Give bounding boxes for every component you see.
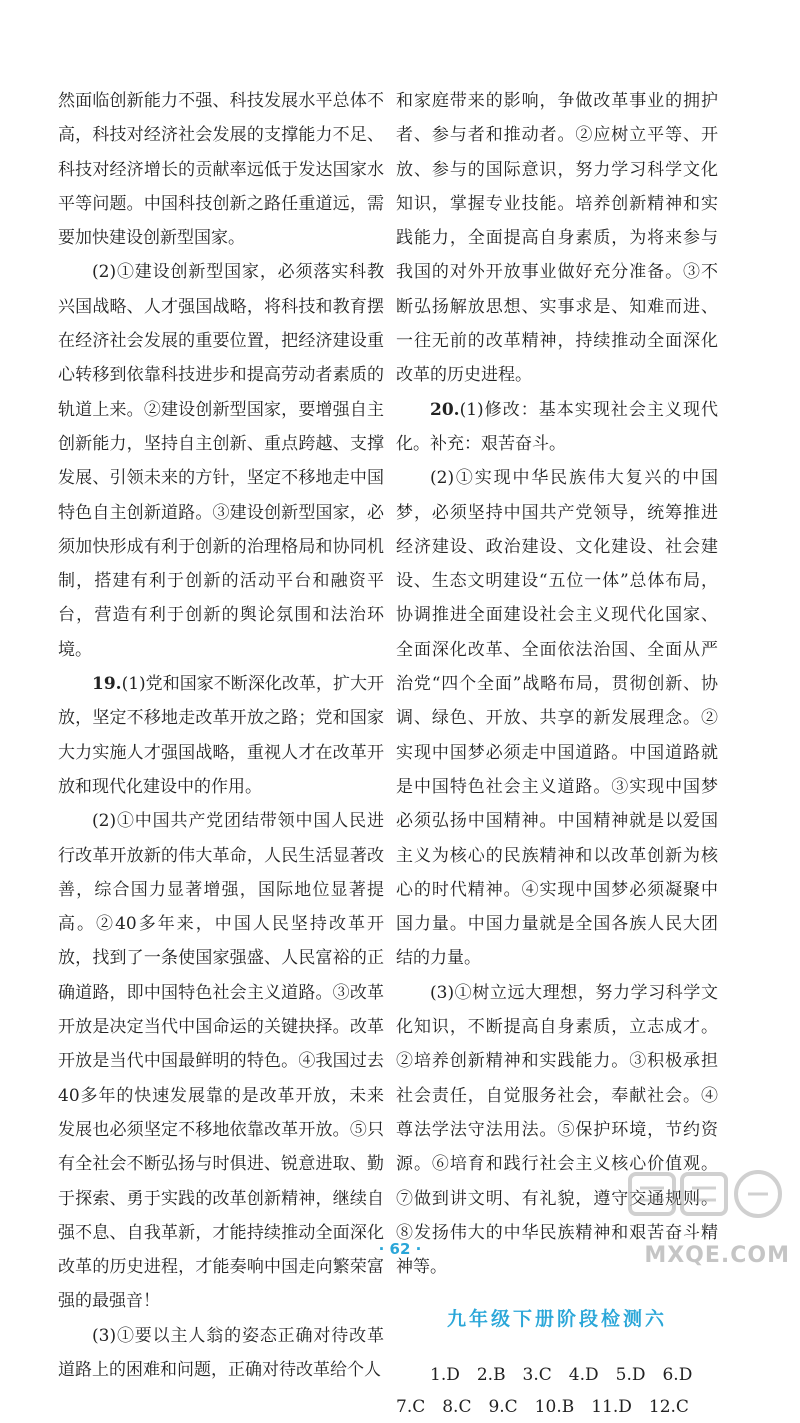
answer-key-line-1: 1.D 2.B 3.C 4.D 5.D 6.D bbox=[430, 1364, 693, 1385]
watermark-logo bbox=[600, 1162, 796, 1274]
question-number-20: 20. bbox=[430, 399, 460, 420]
paragraph-18-2: (2)①建设创新型国家，必须落实科教兴国战略、人才强国战略，将科技和教育摆在经济社会发展的重要位置，把经济建设重心转移到依靠科技进步和提高劳动者素质的轨道上来。②建设创新型国家，要增强自主创新能力，坚持自主创新、重点跨越、支撑发展、引领未来的方针，坚定不移地走中国特色自主创新道路。③建设创新型国家，必须加快形成有利于创新的治理格局和协同机制，搭建有利于创新的活动平台和融资平台，营造有利于创新的舆论氛围和法治环境。 bbox=[58, 262, 384, 660]
question-19-part-1 bbox=[58, 667, 384, 804]
question-19-part-2: (2)①中国共产党团结带领中国人民进行改革开放新的伟大革命，人民生活显著改善，综合国力显著增强，国际地位显著提高。②40多年来，中国人民坚持改革开放，找到了一条使国家强盛、人民富裕的正确道路，即中国特色社会主义道路。③改革开放是决定当代中国命运的关键抉择。改革开放是当代中国最鲜明的特色。④我国过去40多年的快速发展靠的是改革开放，未来发展也必须坚定不移地依靠改革开放。⑤只有全社会不断弘扬与时俱进、锐意进取、勤于探索、勇于实践的改革创新精神，继续自强不息、自我革新，才能持续推动全面深化改革的历史进程，才能奏响中国走向繁荣富强的最强音！ bbox=[58, 811, 384, 1312]
page-number: · 62 · bbox=[378, 1240, 422, 1258]
answer-key-line-2: 7.C 8.C 9.C 10.B 11.D 12.C bbox=[396, 1396, 689, 1417]
paragraph-continuation-right: 和家庭带来的影响，争做改革事业的拥护者、参与者和推动者。②应树立平等、开放、参与的国际意识，努力学习科学文化知识，掌握专业技能。培养创新精神和实践能力，全面提高自身素质，为将来参与我国的对外开放事业做好充分准备。③不断弘扬解放思想、实事求是、知难而进、一往无前的改革精神，持续推动全面深化改革的历史进程。 bbox=[396, 91, 718, 386]
question-19-part-3: (3)①要以主人翁的姿态正确对待改革道路上的困难和问题，正确对待改革给个人 bbox=[58, 1325, 384, 1380]
question-19-part-1-text: (1)党和国家不断深化改革，扩大开放，坚定不移地走改革开放之路；党和国家大力实施人才强国战略，重视人才在改革开放和现代化建设中的作用。 bbox=[58, 674, 384, 797]
question-20-part-1-text: (1)修改：基本实现社会主义现代化。补充：艰苦奋斗。 bbox=[396, 399, 718, 454]
left-column bbox=[58, 84, 384, 1387]
question-number-19: 19. bbox=[92, 674, 122, 695]
question-20-part-2: (2)①实现中华民族伟大复兴的中国梦，必须坚持中国共产党领导，统筹推进经济建设、政治建设、文化建设、社会建设、生态文明建设“五位一体”总体布局，协调推进全面建设社会主义现代化国家、全面深化改革、全面依法治国、全面从严治党“四个全面”战略布局，贯彻创新、协调、绿色、开放、共享的新发展理念。②实现中国梦必须走中国道路。中国道路就是中国特色社会主义道路。③实现中国梦必须弘扬中国精神。中国精神就是以爱国主义为核心的民族精神和以改革创新为核心的时代精神。④实现中国梦必须凝聚中国力量。中国力量就是全国各族人民大团结的力量。 bbox=[396, 468, 718, 969]
paragraph-continuation: 然面临创新能力不强、科技发展水平总体不高，科技对经济社会发展的支撑能力不足、科技对经济增长的贡献率远低于发达国家水平等问题。中国科技创新之路任重道远，需要加快建设创新型国家。 bbox=[58, 91, 384, 249]
question-20-part-1 bbox=[396, 393, 718, 462]
question-20-part-3: (3)①树立远大理想，努力学习科学文化知识，不断提高自身素质，立志成才。②培养创新精神和实践能力。③积极承担社会责任，自觉服务社会，奉献社会。④尊法学法守法用法。⑤保护环境，节约资源。⑥培育和践行社会主义核心价值观。⑦做到讲文明、有礼貌，遵守交通规则。⑧发扬伟大的中华民族精神和艰苦奋斗精神等。 bbox=[396, 982, 718, 1278]
watermark-text: MXQE.COM bbox=[644, 1243, 790, 1268]
section-title: 九年级下册阶段检测六 bbox=[446, 1308, 667, 1331]
